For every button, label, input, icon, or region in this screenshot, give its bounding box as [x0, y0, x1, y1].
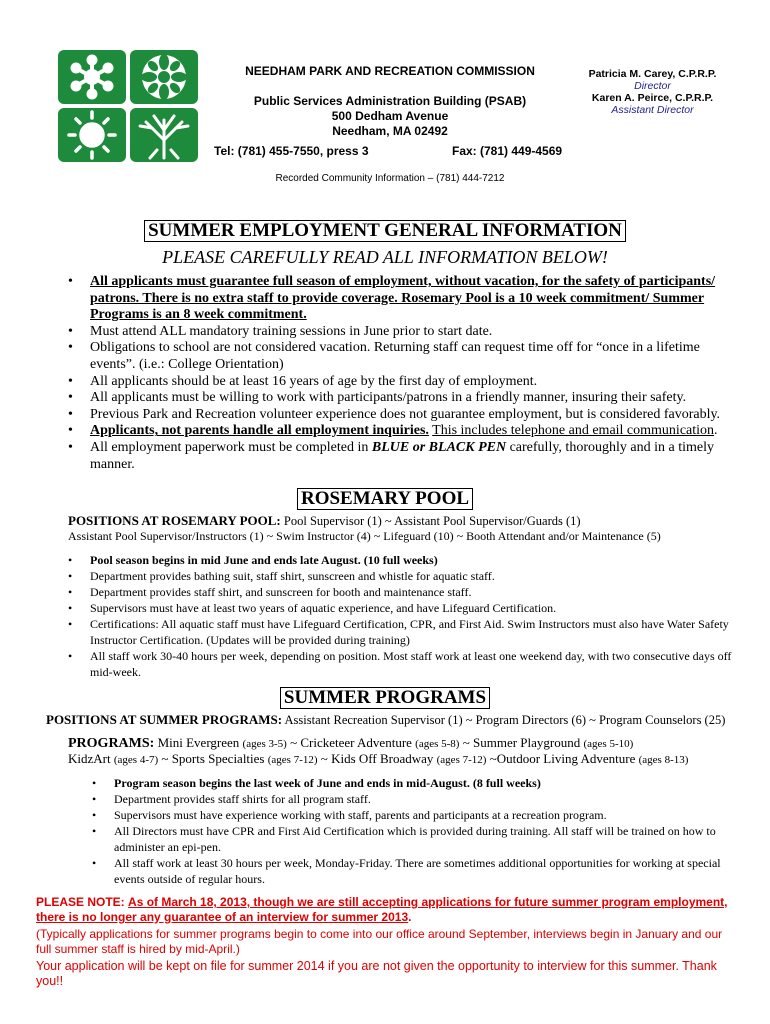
programs-positions — [46, 712, 766, 728]
pool-positions-line2: Assistant Pool Supervisor/Instructors (1) ~ Swim Instructor (4) ~ Lifeguard (10) ~ Booth Attendant and/or Maintenance (5) — [68, 529, 661, 543]
list-item — [88, 775, 728, 791]
list-item — [88, 855, 728, 887]
list-item-text: Certifications: All aquatic staff must have Lifeguard Certification, CPR, and First Aid. Swim Instructors must also have Water Safety Instructor Certification. (Updates will be provided during training) — [90, 617, 729, 647]
list-item-text: All staff work 30-40 hours per week, depending on position. Most staff work at least one weekend day, with two consecutive days off mid-week. — [90, 649, 732, 679]
assistant-director-title: Assistant Director — [611, 104, 694, 116]
sun-icon — [69, 112, 115, 158]
note-typical-timeline: (Typically applications for summer programs begin to come into our office around September, interviews begin in January and our full summer staff is hired by mid-April.) — [36, 927, 723, 956]
list-item — [64, 274, 724, 324]
programs-list-line1 — [68, 735, 758, 752]
list-item-text: All applicants must be willing to work with participants/patrons in a friendly manner, insuring their safety. — [90, 390, 687, 406]
program-ages: (ages 3-5) — [242, 738, 287, 750]
inquiries-period: . — [714, 423, 718, 439]
program-name: Mini Evergreen — [154, 735, 243, 750]
general-title: SUMMER EMPLOYMENT GENERAL INFORMATION — [144, 220, 626, 242]
note-period: . — [408, 910, 412, 924]
director-name: Patricia M. Carey, C.P.R.P. — [588, 68, 717, 80]
paperwork-text-b: carefully, thoroughly and in a timely manner. — [90, 439, 714, 472]
list-item-text: All staff work at least 30 hours per week, Monday-Friday. There are sometimes additional opportunities for working at special events outside of regular hours. — [114, 856, 721, 886]
telephone: Tel: (781) 455-7550, press 3 — [214, 144, 369, 158]
list-item-text: All Directors must have CPR and First Aid Certification which is provided during training. All staff will be trained on how to administer an epi-pen. — [114, 824, 716, 854]
pen-color-text: BLUE or BLACK PEN — [371, 439, 507, 455]
street-address: 500 Dedham Avenue — [331, 109, 449, 123]
note-label: PLEASE NOTE: — [36, 895, 125, 909]
pool-title: ROSEMARY POOL — [297, 488, 473, 510]
list-item — [64, 374, 724, 391]
director-title: Director — [634, 80, 671, 92]
list-item — [64, 584, 734, 600]
general-subtitle: PLEASE CAREFULLY READ ALL INFORMATION BELOW! — [162, 247, 608, 267]
list-item — [64, 407, 724, 424]
recorded-info-line: Recorded Community Information – (781) 444-7212 — [275, 173, 505, 184]
programs-list-line2 — [68, 751, 758, 767]
programs-list — [88, 775, 728, 887]
program-ages: (ages 7-12) — [436, 754, 487, 766]
assistant-director-name: Karen A. Peirce, C.P.R.P. — [591, 92, 714, 104]
commission-logo — [58, 50, 198, 162]
building-name: Public Services Administration Building (PSAB) — [253, 94, 527, 108]
list-item — [88, 807, 728, 823]
list-item-text: Supervisors must have experience working with staff, parents and participants at a recreation program. — [114, 808, 607, 822]
pool-positions-line1: Pool Supervisor (1) ~ Assistant Pool Supervisor/Guards (1) — [280, 514, 581, 528]
please-note — [36, 895, 736, 925]
list-item-text: Supervisors must have at least two years of aquatic experience, and have Lifeguard Certification. — [90, 601, 557, 615]
list-item — [64, 390, 724, 407]
program-name: ~ Kids Off Broadway — [317, 751, 437, 766]
list-item — [64, 324, 724, 341]
programs-title-wrap — [0, 687, 770, 709]
pool-title-wrap — [0, 488, 770, 510]
inquiries-rest-text: This includes telephone and email communication — [432, 423, 715, 439]
list-item — [64, 568, 734, 584]
list-item — [64, 423, 724, 440]
program-ages: (ages 5-10) — [583, 738, 634, 750]
list-item — [64, 648, 734, 680]
program-ages: (ages 8-13) — [638, 754, 689, 766]
note-file-kept: Your application will be kept on file for summer 2014 if you are not given the opportunity to interview for this summer. Thank you!! — [36, 959, 717, 988]
list-item-text: Must attend ALL mandatory training sessions in June prior to start date. — [90, 323, 493, 339]
pool-positions — [68, 513, 758, 529]
city-address: Needham, MA 02492 — [332, 124, 448, 138]
general-list — [64, 274, 724, 473]
list-item-text: Previous Park and Recreation volunteer experience does not guarantee employment, but is considered favorably. — [90, 406, 721, 422]
program-name: KidzArt — [68, 751, 114, 766]
list-item-text: Department provides staff shirts for all program staff. — [114, 792, 371, 806]
programs-positions-label: POSITIONS AT SUMMER PROGRAMS: — [46, 712, 283, 727]
pool-positions-label: POSITIONS AT ROSEMARY POOL: — [68, 513, 281, 528]
list-item — [64, 440, 724, 473]
list-item-text: All applicants should be at least 16 years of age by the first day of employment. — [90, 373, 538, 389]
program-name: ~ Sports Specialties — [158, 751, 268, 766]
staff-directory — [560, 68, 745, 116]
paperwork-text-a: All employment paperwork must be completed in — [90, 439, 372, 455]
program-ages: (ages 4-7) — [113, 754, 159, 766]
pool-list — [64, 552, 734, 680]
program-name: ~Outdoor Living Adventure — [486, 751, 639, 766]
list-item — [64, 340, 724, 373]
list-item — [88, 823, 728, 855]
general-title-wrap — [0, 220, 770, 242]
inquiries-bold-text: Applicants, not parents handle all employment inquiries. — [90, 423, 429, 439]
program-name: ~ Cricketeer Adventure — [286, 735, 416, 750]
list-item-text: Department provides bathing suit, staff shirt, sunscreen and whistle for aquatic staff. — [90, 569, 495, 583]
program-ages: (ages 5-8) — [415, 738, 460, 750]
list-item — [64, 616, 734, 648]
program-ages: (ages 7-12) — [267, 754, 318, 766]
list-item-text: Department provides staff shirt, and sunscreen for booth and maintenance staff. — [90, 585, 472, 599]
pool-season-text: Pool season begins in mid June and ends late August. (10 full weeks) — [90, 553, 438, 567]
programs-label: PROGRAMS: — [68, 736, 155, 751]
list-item — [88, 791, 728, 807]
fax: Fax: (781) 449-4569 — [452, 144, 563, 158]
programs-title: SUMMER PROGRAMS — [280, 687, 490, 709]
org-name: NEEDHAM PARK AND RECREATION COMMISSION — [245, 64, 535, 78]
program-name: ~ Summer Playground — [459, 735, 584, 750]
program-season-text: Program season begins the last week of June and ends in mid-August. (8 full weeks) — [114, 776, 541, 790]
programs-positions-text: Assistant Recreation Supervisor (1) ~ Program Directors (6) ~ Program Counselors (25) — [282, 713, 726, 727]
season-commitment-text: All applicants must guarantee full season of employment, without vacation, for the safety of participants/ patrons. There is no extra staff to provide coverage. Rosemary Pool is a 10 week commitment/ Summer Programs is an 8 week commitment. — [90, 274, 716, 323]
note-interview-text: As of March 18, 2013, though we are still accepting applications for future summer program employment, there is no longer any guarantee of an interview for summer 2013 — [36, 895, 728, 924]
list-item-text: Obligations to school are not considered vacation. Returning staff can request time off for “once in a lifetime events”. (i.e.: College Orientation) — [90, 340, 700, 372]
list-item — [64, 600, 734, 616]
list-item — [64, 552, 734, 568]
